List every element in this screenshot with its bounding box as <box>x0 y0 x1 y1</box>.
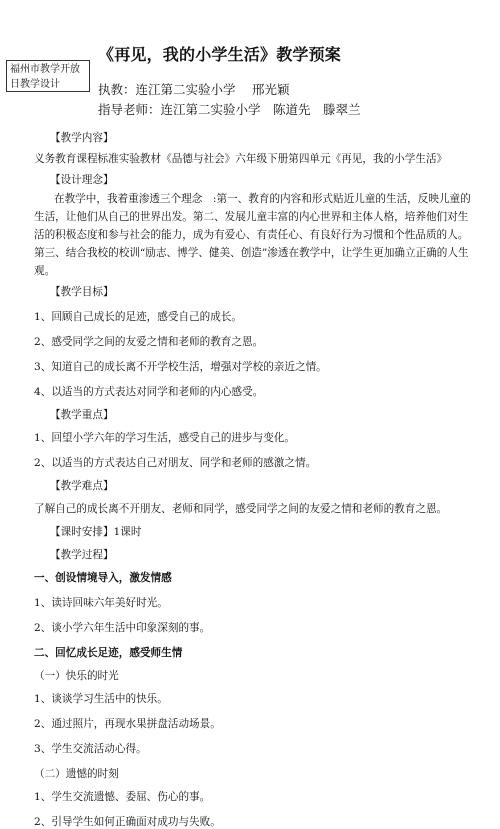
goal-item: 3、知道自己的成长离不开学校生活，增强对学校的亲近之情。 <box>34 361 327 373</box>
goal-item: 1、回顾自己成长的足迹，感受自己的成长。 <box>34 311 243 323</box>
stamp-line-2: 日教学设计 <box>10 79 60 90</box>
sub1-item: 1、谈谈学习生活中的快乐。 <box>34 693 168 705</box>
design-heading: 【设计理念】 <box>50 174 114 186</box>
sub2-title: （二）遗憾的时刻 <box>34 768 119 780</box>
teacher-line: 执教：连江第二实验小学 邢光颖 <box>98 82 290 97</box>
open-day-stamp-box <box>6 60 90 92</box>
key-heading: 【教学重点】 <box>50 409 114 421</box>
key-point-item: 1、回望小学六年的学习生活，感受自己的进步与变化。 <box>34 432 295 444</box>
design-text: 在教学中，我着重渗透三个理念 :第一、教育的内容和形式贴近儿童的生活，反映儿童的生活，让他们从自己的世界出发。第二、发展儿童丰富的内心世界和主体人格，培养他们对生活的积极态度和参与社会的能力，成为有爱心、有责任心、有良好行为习惯和个性品质的人。第三、结合我校的校训“励志、博学、健美、创造”渗透在教学中，让学生更加确立正确的人生观。 <box>34 193 471 277</box>
sub1-title: （一）快乐的时光 <box>34 670 119 682</box>
hours-line: 【课时安排】1课时 <box>50 526 142 538</box>
stamp-line-1: 福州市教学开放 <box>10 64 80 75</box>
process-heading: 【教学过程】 <box>50 549 114 561</box>
sub2-item: 1、学生交流遗憾、委屈、伤心的事。 <box>34 791 211 803</box>
part1-item: 1、读诗回味六年美好时光。 <box>34 597 168 609</box>
goal-item: 2、感受同学之间的友爱之情和老师的教育之恩。 <box>34 336 264 348</box>
part1-item: 2、谈小学六年生活中印象深刻的事。 <box>34 622 211 634</box>
part2-title: 二、回忆成长足迹，感受师生情 <box>34 647 183 659</box>
content-text: 义务教育课程标准实验教材《品德与社会》六年级下册第四单元《再见，我的小学生活》 <box>34 153 448 165</box>
difficulty-heading: 【教学难点】 <box>50 480 114 492</box>
goals-heading: 【教学目标】 <box>50 286 114 298</box>
content-heading: 【教学内容】 <box>50 132 114 144</box>
sub1-item: 2、通过照片，再现水果拼盘活动场景。 <box>34 718 221 730</box>
document-title: 《再见，我的小学生活》教学预案 <box>98 45 342 64</box>
difficulty-text: 了解自己的成长离不开朋友、老师和同学，感受同学之间的友爱之情和老师的教育之恩。 <box>34 503 448 515</box>
sub2-item: 2、引导学生如何正确面对成功与失败。 <box>34 816 221 828</box>
key-point-item: 2、以适当的方式表达自己对朋友、同学和老师的感激之情。 <box>34 457 317 469</box>
advisors-line: 指导老师：连江第二实验小学 陈道先 滕翠兰 <box>98 102 361 117</box>
sub1-item: 3、学生交流活动心得。 <box>34 743 147 755</box>
goal-item: 4、以适当的方式表达对同学和老师的内心感受。 <box>34 386 264 398</box>
part1-title: 一、创设情境导入，激发情感 <box>34 572 172 584</box>
document-body <box>34 124 472 829</box>
